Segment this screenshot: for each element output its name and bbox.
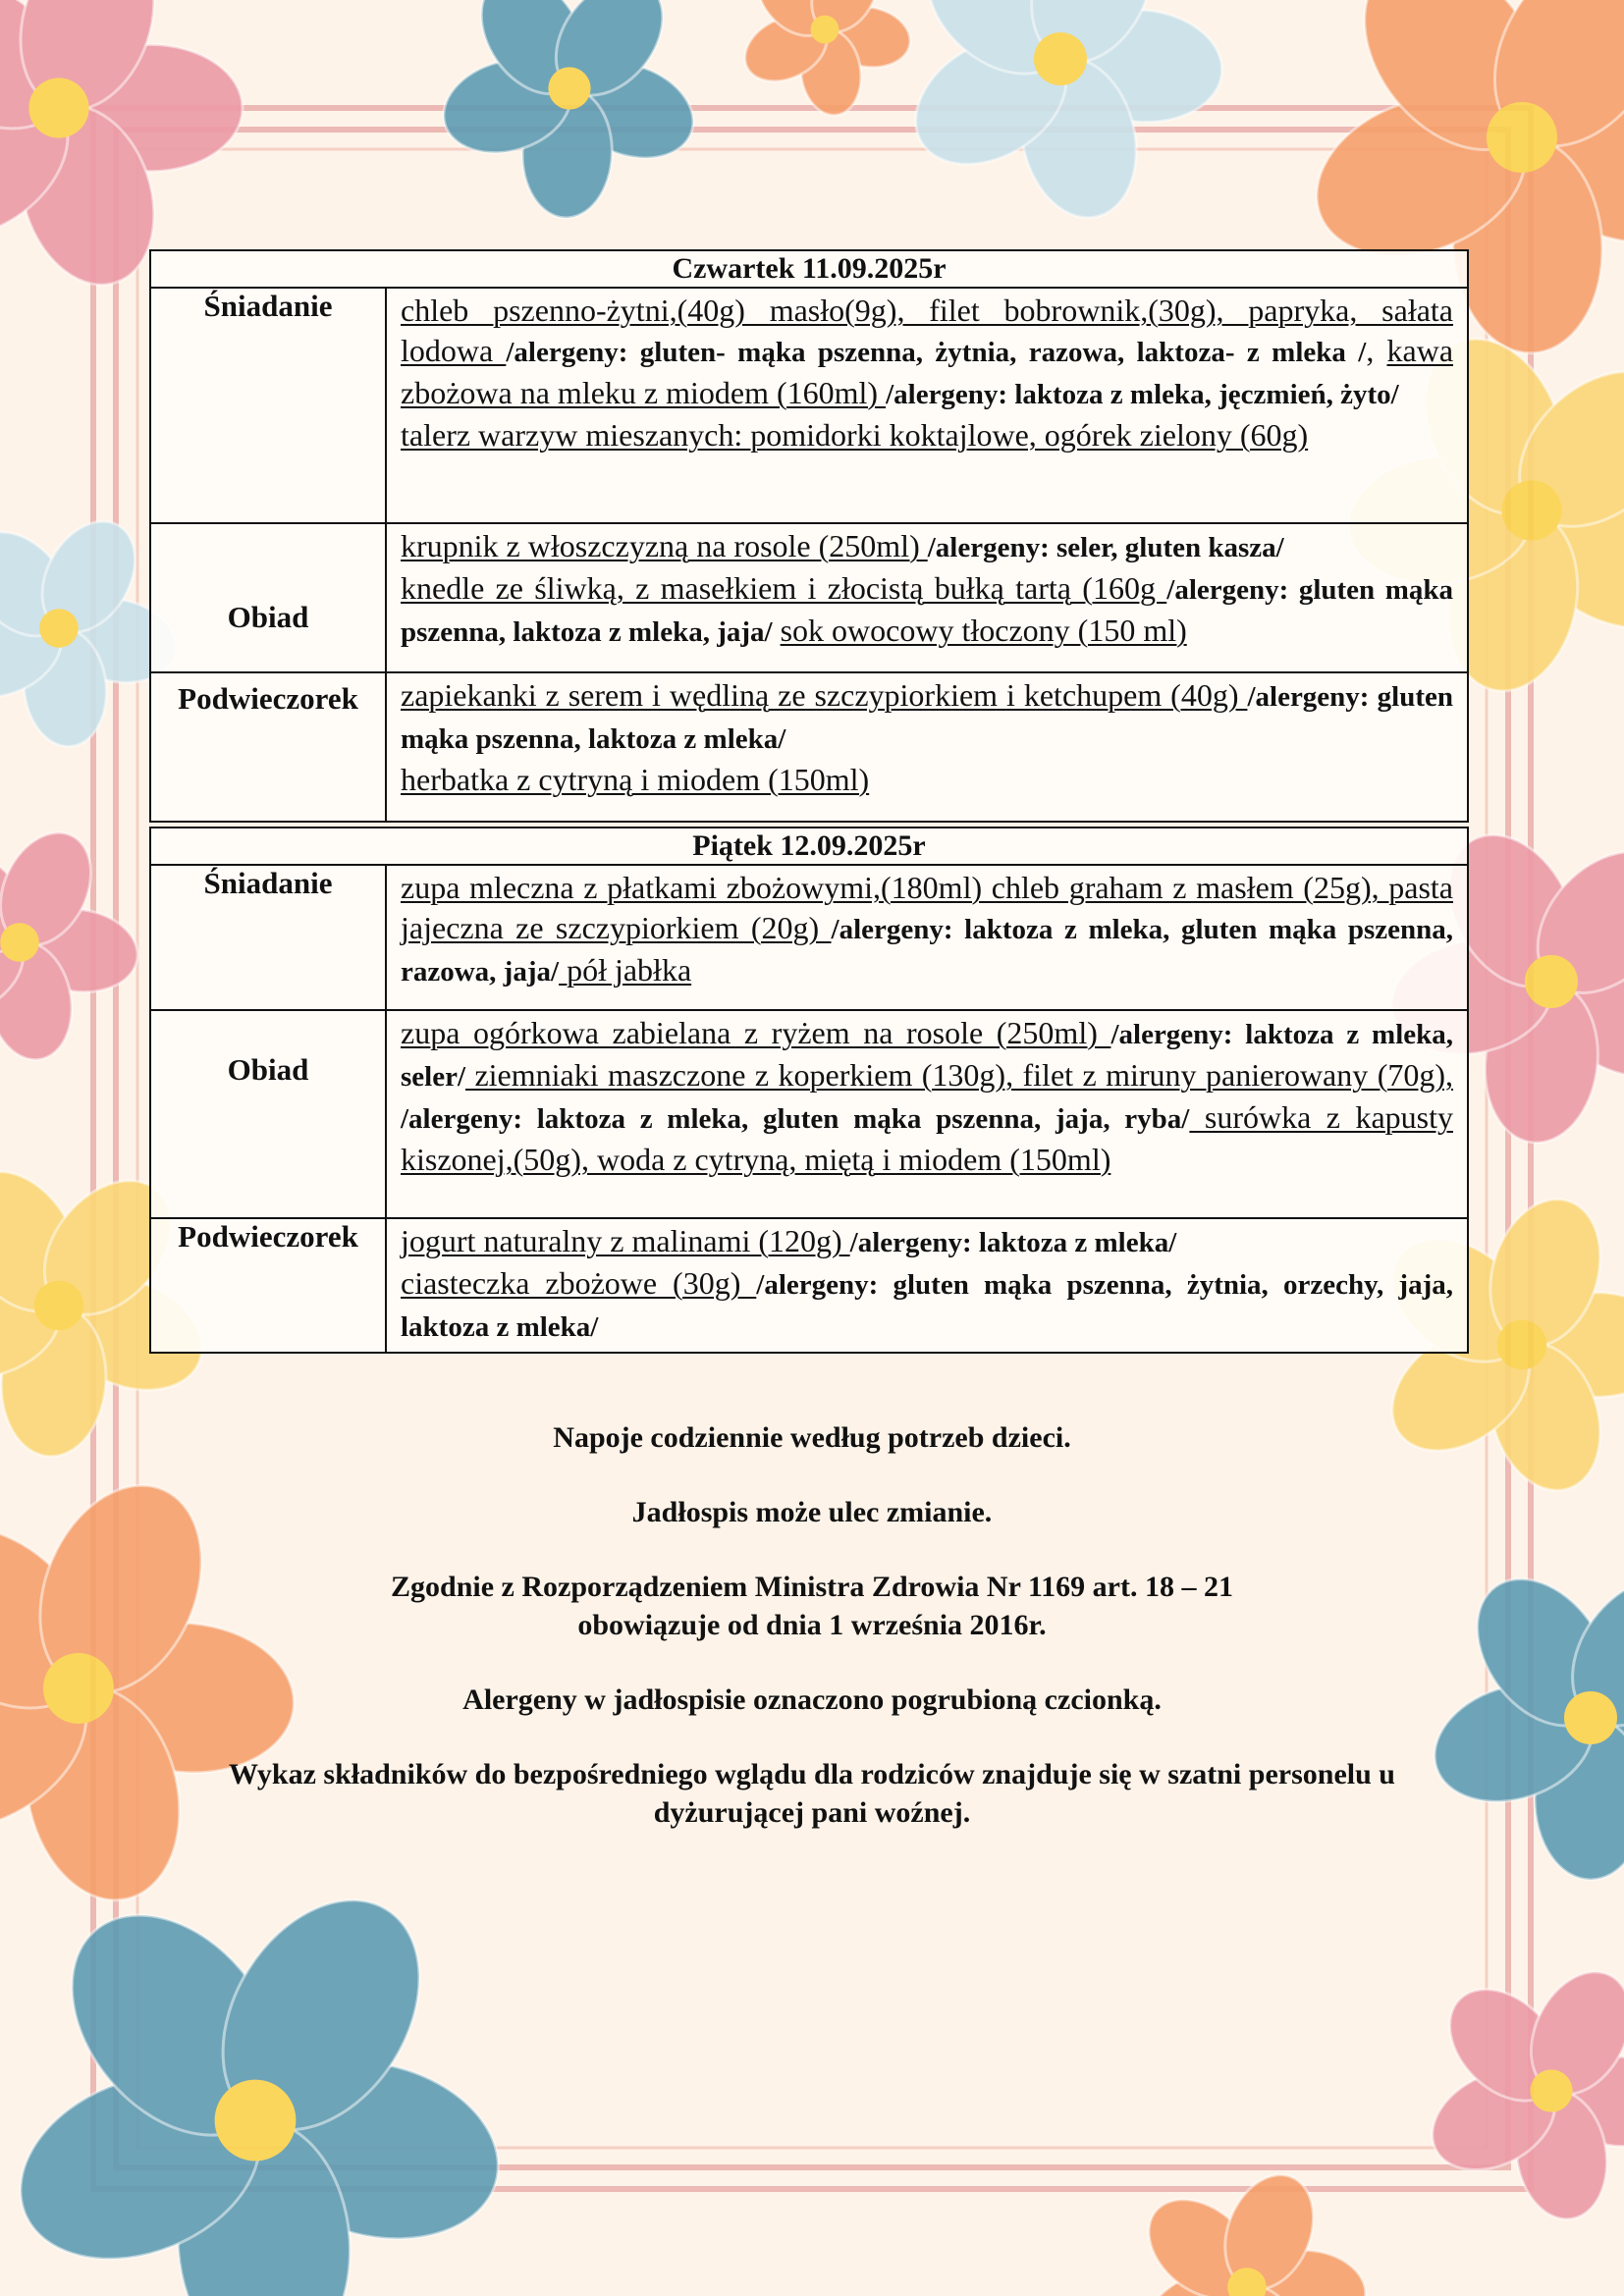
meal-name-lunch: Obiad <box>150 1010 386 1218</box>
note-allergens: Alergeny w jadłospisie oznaczono pogrubioną czcionką. <box>462 1683 1162 1716</box>
menu-table-friday <box>149 827 1469 1354</box>
note-regulation-line1: Zgodnie z Rozporządzeniem Ministra Zdrowia Nr 1169 art. 18 – 21 <box>391 1571 1233 1603</box>
allergen-text: /alergeny: laktoza z mleka, gluten mąka pszenna, razowa, jaja/ <box>401 914 1454 988</box>
meal-name-snack: Podwieczorek <box>150 672 386 822</box>
dish-text: jogurt naturalny z malinami (120g) <box>401 1223 850 1258</box>
note-regulation <box>147 1568 1477 1644</box>
dish-text: ciasteczka zbożowe (30g) <box>401 1265 757 1301</box>
dish-text: zapiekanki z serem i wędliną ze szczypiorkiem i ketchupem (40g) <box>401 677 1248 713</box>
dish-text: herbatka z cytryną i miodem (150ml) <box>401 762 870 797</box>
allergen-text: /alergeny: gluten mąka pszenna, laktoza z mleka/ <box>401 681 1454 755</box>
dish-text: knedle ze śliwką, z masełkiem i złocistą bułką tartą (160g <box>401 570 1167 606</box>
meal-description <box>386 865 1468 1010</box>
notes-section <box>147 1418 1477 1868</box>
note-regulation-line2: obowiązuje od dnia 1 września 2016r. <box>577 1609 1047 1641</box>
dish-text: talerz warzyw mieszanych: pomidorki koktajlowe, ogórek zielony (60g) <box>401 417 1309 453</box>
meal-name-snack: Podwieczorek <box>150 1218 386 1353</box>
dish-text: krupnik z włoszczyzną na rosole (250ml) <box>401 528 928 563</box>
allergen-text: /alergeny: laktoza z mleka/ <box>849 1227 1177 1258</box>
allergen-text: /alergeny: laktoza z mleka, seler/ <box>401 1019 1453 1093</box>
dish-text: , <box>1366 333 1387 368</box>
allergen-text: /alergeny: laktoza z mleka, gluten mąka pszenna, jaja, ryba/ <box>401 1103 1190 1135</box>
allergen-text: /alergeny: seler, gluten kasza/ <box>927 532 1284 563</box>
dish-text: sok owocowy tłoczony (150 ml) <box>780 613 1187 648</box>
meal-description <box>386 523 1468 672</box>
dish-text <box>773 613 781 648</box>
dish-text: ziemniaki maszczone z koperkiem (130g), filet z miruny panierowany (70g), <box>465 1057 1453 1093</box>
day-header: Czwartek 11.09.2025r <box>150 250 1468 288</box>
allergen-text: /alergeny: gluten mąka pszenna, żytnia, orzechy, jaja, laktoza z mleka/ <box>401 1269 1454 1343</box>
meal-description <box>386 672 1468 822</box>
meal-name-lunch: Obiad <box>150 523 386 672</box>
menu-table-thursday <box>149 249 1469 823</box>
dish-text: pół jabłka <box>559 952 692 988</box>
meal-name-breakfast: Śniadanie <box>150 288 386 523</box>
allergen-text: /alergeny: gluten mąka pszenna, laktoza z mleka, jaja/ <box>401 574 1453 648</box>
day-header: Piątek 12.09.2025r <box>150 828 1468 865</box>
meal-description <box>386 288 1468 523</box>
note-ingredients-line2: dyżurującej pani woźnej. <box>653 1796 971 1829</box>
dish-text: kawa zbożowa na mleku z miodem (160ml) <box>401 333 1454 410</box>
meal-name-breakfast: Śniadanie <box>150 865 386 1010</box>
dish-text: zupa mleczna z płatkami zbożowymi,(180ml) chleb graham z masłem (25g), pasta jajeczna ze szczypiorkiem (20g) <box>401 870 1453 945</box>
dish-text: chleb pszenno-żytni,(40g) masło(9g), filet bobrownik,(30g), papryka, sałata lodowa <box>401 293 1453 368</box>
dish-text: zupa ogórkowa zabielana z ryżem na rosole (250ml) <box>401 1015 1111 1050</box>
note-menu-change: Jadłospis może ulec zmianie. <box>631 1496 993 1528</box>
meal-description <box>386 1218 1468 1353</box>
note-ingredients-line1: Wykaz składników do bezpośredniego wglądu dla rodziców znajduje się w szatni personelu u <box>229 1758 1395 1790</box>
dish-text: surówka z kapusty kiszonej,(50g), woda z cytryną, miętą i miodem (150ml) <box>401 1099 1454 1177</box>
note-ingredients <box>147 1755 1477 1832</box>
allergen-text: /alergeny: laktoza z mleka, jęczmień, żyto/ <box>886 379 1399 410</box>
allergen-text: /alergeny: gluten- mąka pszenna, żytnia, razowa, laktoza- z mleka / <box>506 337 1367 368</box>
note-drinks: Napoje codziennie według potrzeb dzieci. <box>553 1421 1071 1454</box>
meal-description <box>386 1010 1468 1218</box>
